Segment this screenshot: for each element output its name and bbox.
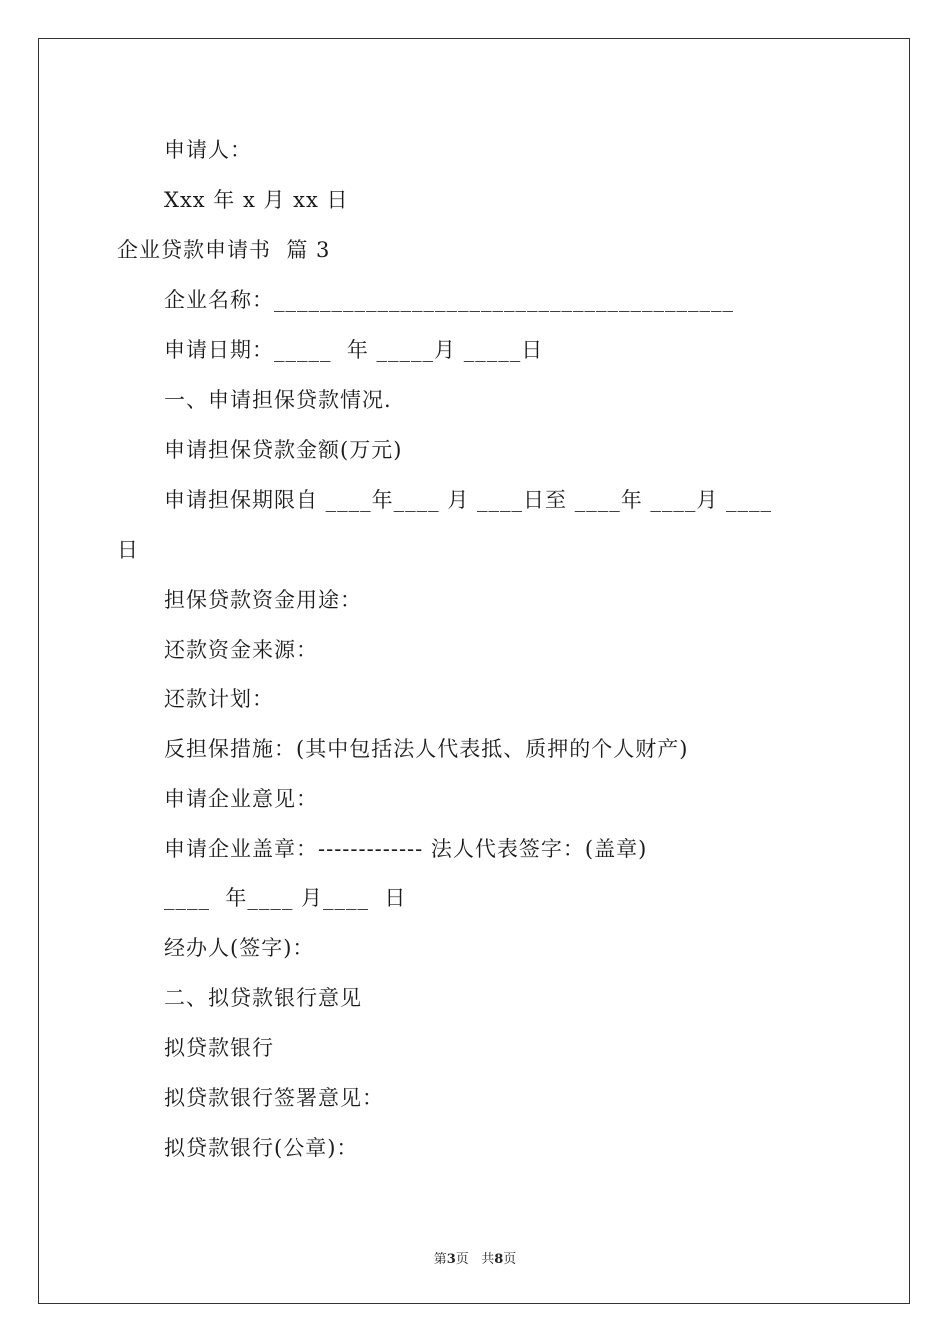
footer-page-prefix: 第 bbox=[433, 1252, 447, 1267]
section-heading-1: 一、申请担保贷款情况. bbox=[164, 388, 392, 412]
counter-guarantee-label: 反担保措施：(其中包括法人代表抵、质押的个人财产) bbox=[164, 737, 689, 761]
section-title: 企业贷款申请书 篇 3 bbox=[117, 238, 331, 262]
guarantee-period-field: 申请担保期限自 ____年____ 月 ____日至 ____年 ____月 ____ bbox=[164, 488, 773, 512]
signature-date-field: ____ 年____ 月____ 日 bbox=[164, 886, 407, 910]
footer-page-suffix: 页 bbox=[455, 1252, 469, 1267]
section-heading-2: 二、拟贷款银行意见 bbox=[164, 986, 362, 1010]
handler-signature-label: 经办人(签字)： bbox=[164, 936, 315, 960]
page-border bbox=[38, 38, 910, 1304]
application-date-field: 申请日期：_____ 年 _____月 _____日 bbox=[164, 338, 544, 362]
bank-opinion-label: 拟贷款银行签署意见： bbox=[164, 1086, 384, 1110]
date-line: Xxx 年 x 月 xx 日 bbox=[164, 188, 349, 212]
company-seal-line: 申请企业盖章：------------- 法人代表签字：(盖章) bbox=[164, 837, 648, 861]
footer-total-number: 8 bbox=[494, 1252, 504, 1267]
bank-seal-label: 拟贷款银行(公章)： bbox=[164, 1136, 359, 1160]
loan-purpose-label: 担保贷款资金用途： bbox=[164, 588, 362, 612]
applicant-label: 申请人： bbox=[164, 138, 252, 162]
footer-total-suffix: 页 bbox=[503, 1252, 517, 1267]
repayment-plan-label: 还款计划： bbox=[164, 687, 274, 711]
company-opinion-label: 申请企业意见： bbox=[164, 787, 318, 811]
page-footer bbox=[0, 1248, 950, 1267]
loan-amount-label: 申请担保贷款金额(万元) bbox=[164, 438, 403, 462]
repayment-source-label: 还款资金来源： bbox=[164, 638, 318, 662]
guarantee-period-continued: 日 bbox=[117, 538, 139, 562]
bank-label: 拟贷款银行 bbox=[164, 1036, 274, 1060]
footer-total-prefix: 共 bbox=[481, 1252, 495, 1267]
footer-page-number: 3 bbox=[446, 1252, 456, 1267]
company-name-field: 企业名称：________________________________________ bbox=[164, 288, 734, 312]
